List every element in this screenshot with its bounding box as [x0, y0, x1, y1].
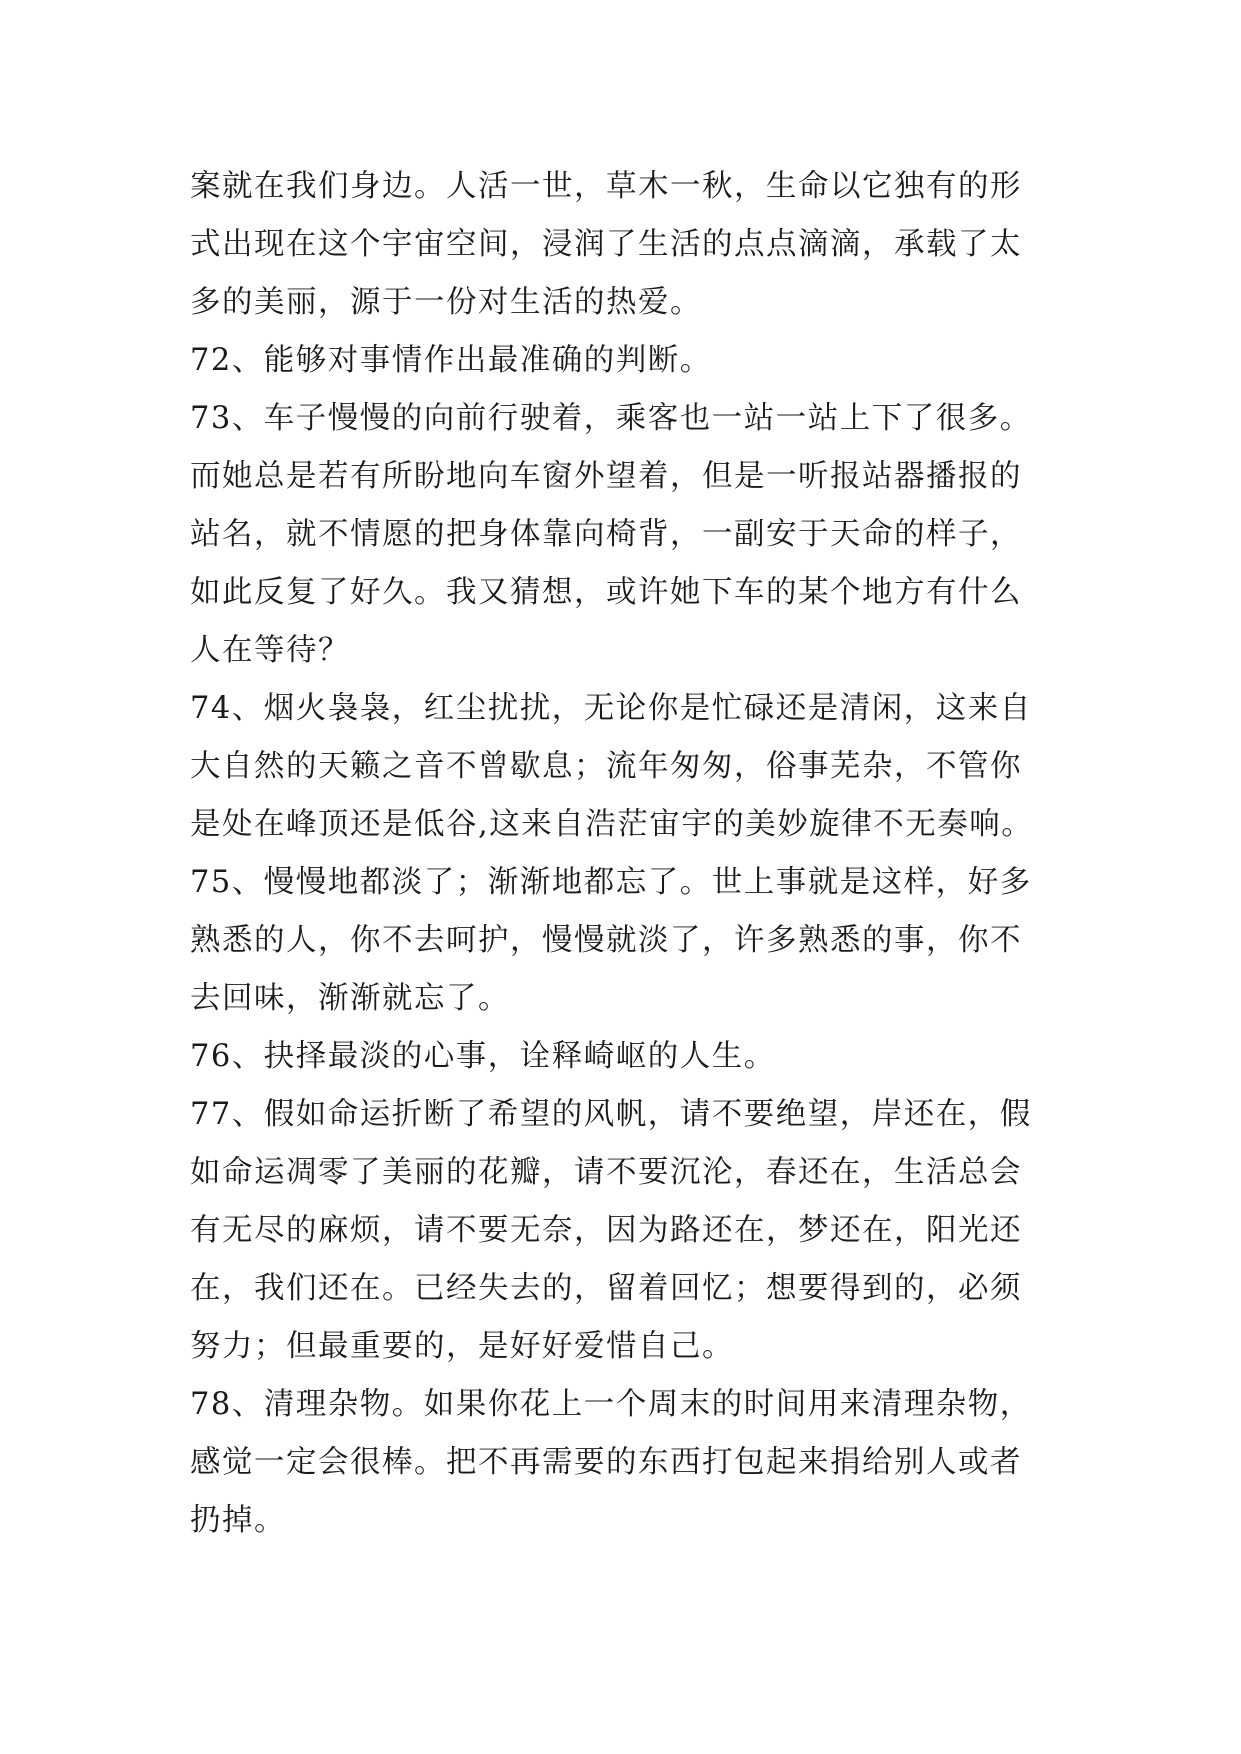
text-line: 75、慢慢地都淡了；渐渐地都忘了。世上事就是这样，好多 [190, 865, 1032, 900]
text-line: 如此反复了好久。我又猜想，或许她下车的某个地方有什么 [190, 575, 1022, 610]
text-line: 73、车子慢慢的向前行驶着，乘客也一站一站上下了很多。 [190, 401, 1032, 436]
text-line: 站名，就不情愿的把身体靠向椅背，一副安于天命的样子， [190, 517, 1022, 552]
text-line: 去回味，渐渐就忘了。 [190, 981, 510, 1016]
text-line: 74、烟火袅袅，红尘扰扰，无论你是忙碌还是清闲，这来自 [190, 691, 1032, 726]
text-line: 扔掉。 [190, 1503, 286, 1538]
text-line: 多的美丽，源于一份对生活的热爱。 [190, 285, 702, 320]
text-line: 有无尽的麻烦，请不要无奈，因为路还在，梦还在，阳光还 [190, 1213, 1022, 1248]
text-line: 案就在我们身边。人活一世，草木一秋，生命以它独有的形 [190, 169, 1022, 204]
text-line: 感觉一定会很棒。把不再需要的东西打包起来捐给别人或者 [190, 1445, 1022, 1480]
text-line: 而她总是若有所盼地向车窗外望着，但是一听报站器播报的 [190, 459, 1022, 494]
text-line: 式出现在这个宇宙空间，浸润了生活的点点滴滴，承载了太 [190, 227, 1022, 262]
text-line: 熟悉的人，你不去呵护，慢慢就淡了，许多熟悉的事，你不 [190, 923, 1022, 958]
text-line: 努力；但最重要的，是好好爱惜自己。 [190, 1329, 734, 1364]
text-line: 72、能够对事情作出最准确的判断。 [190, 343, 712, 378]
text-line: 大自然的天籁之音不曾歇息；流年匆匆，俗事芜杂，不管你 [190, 749, 1022, 784]
text-line: 如命运凋零了美丽的花瓣，请不要沉沦，春还在，生活总会 [190, 1155, 1022, 1190]
text-line: 77、假如命运折断了希望的风帆，请不要绝望，岸还在，假 [190, 1097, 1032, 1132]
text-line: 人在等待？ [190, 633, 350, 668]
text-line: 是处在峰顶还是低谷,这来自浩茫宙宇的美妙旋律不无奏响。 [190, 807, 1034, 842]
text-line: 76、抉择最淡的心事，诠释崎岖的人生。 [190, 1039, 776, 1074]
text-line: 78、清理杂物。如果你花上一个周末的时间用来清理杂物， [190, 1387, 1032, 1422]
text-line: 在，我们还在。已经失去的，留着回忆；想要得到的，必须 [190, 1271, 1022, 1306]
